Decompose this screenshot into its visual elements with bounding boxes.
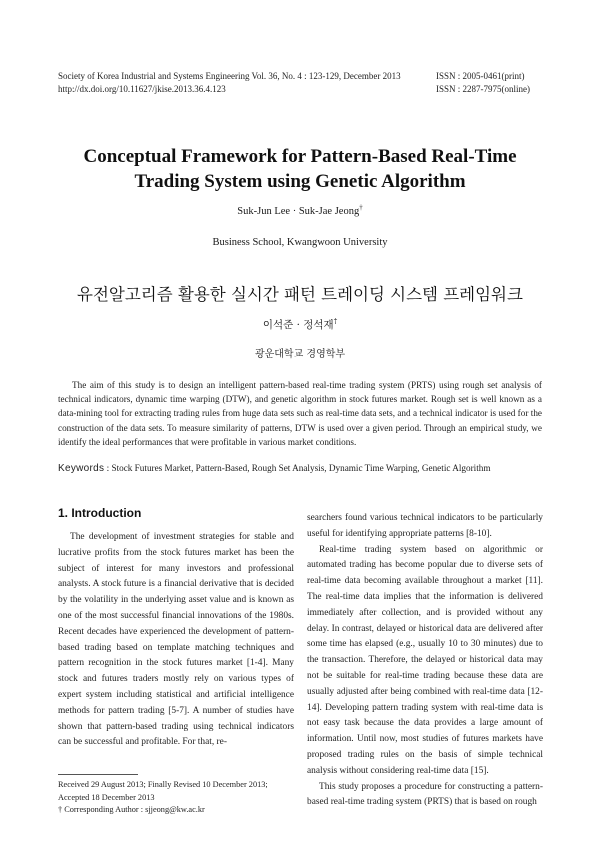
body-column-left — [58, 530, 294, 751]
section-heading: 1. Introduction — [58, 506, 142, 520]
abstract: The aim of this study is to design an intelligent pattern-based real-time trading system (PRTS) using rough set analysis of technical indicators, dynamic time warping (DTW), and genetic algorithm in stock futures market. Rough set is well known as a data-mining tool for extracting trading rules from huge data sets such as real-time data sets, and a technical indicator is used for the construction of the data sets. To measure similarity of patterns, DTW is used over a given period. Through an empirical study, we identify the ideal performances that were profitable in various market conditions. — [58, 380, 542, 447]
issn-online: ISSN : 2287-7975(online) — [436, 84, 530, 94]
corresponding-author — [58, 804, 298, 817]
title-line-1: Conceptual Framework for Pattern-Based Real-Time — [83, 146, 517, 167]
author-list — [0, 203, 600, 217]
paragraph: searchers found various technical indicators to be particularly useful for identifying appropriate patterns [8-10]. — [307, 513, 543, 539]
dagger-mark: † — [58, 805, 63, 814]
doi-link[interactable]: http://dx.doi.org/10.11627/jkise.2013.36.4.123 — [58, 84, 226, 94]
keywords — [58, 462, 548, 475]
journal-citation: Society of Korea Industrial and Systems Engineering Vol. 36, No. 4 : 123-129, December 2013 — [58, 71, 401, 81]
korean-corresponding-mark: † — [333, 317, 338, 326]
corresponding-email: Corresponding Author : sjjeong@kw.ac.kr — [64, 805, 205, 814]
issn-print: ISSN : 2005-0461(print) — [436, 71, 525, 81]
received-date: Received 29 August 2013; Finally Revised 10 December 2013; — [58, 780, 268, 789]
korean-author-names: 이석준 · 정석재 — [262, 319, 334, 331]
keywords-text: : Stock Futures Market, Pattern-Based, Rough Set Analysis, Dynamic Time Warping, Genetic Algorithm — [106, 463, 491, 473]
journal-header — [58, 70, 401, 96]
paragraph: Real-time trading system based on algorithmic or automated trading has become popular due to diverse sets of real-time data becoming available throughout a market [11]. The real-time data implies that the information is delivered immediately after collection, and is provided without any delay. In contrast, delayed or historical data are delivered after some time has elapsed (e.g., usually 10 to 30 minutes) due to the transaction. Therefore, the delayed or historical data may not be suitable for real-time trading because these data are usually adjusted after being combined with real-time data [12-14]. Developing pattern trading system with real-time data is not easy task because the data provides a large amount of information. Until now, most studies of futures markets have proposed trading rules on the basis of simple technical analysis without considering real-time data [15]. — [307, 544, 543, 776]
corresponding-mark: † — [359, 203, 363, 212]
accepted-date: Accepted 18 December 2013 — [58, 792, 155, 802]
body-column-right — [307, 511, 543, 811]
korean-title: 유전알고리즘 활용한 실시간 패턴 트레이딩 시스템 프레임워크 — [77, 285, 523, 304]
paragraph: This study proposes a procedure for constructing a pattern-based real-time trading system (PRTS) that is based on rough — [307, 781, 543, 808]
keywords-label: Keywords — [58, 463, 105, 474]
issn-block — [436, 70, 530, 96]
paper-title — [40, 144, 560, 194]
affiliation: Business School, Kwangwoon University — [212, 237, 388, 248]
title-line-2: Trading System using Genetic Algorithm — [134, 171, 466, 192]
footnote — [58, 779, 298, 817]
korean-author-list — [0, 317, 600, 332]
korean-affiliation: 광운대학교 경영학부 — [254, 349, 346, 360]
paragraph: The development of investment strategies for stable and lucrative profits from the stock futures market has been the subject of interest for many investors and professional analysts. A stock future is a financial derivative that is decided by the volatility in the underlying asset value and is known as one of the most successful financial innovations of the 1980s. Recent decades have experienced the development of pattern-based trading based on template matching techniques and pattern recognition in the stock futures market [1-4]. Many stock and futures traders mostly rely on various types of expert system including statistical and artificial intelligence methods for pattern trading [5-7]. A number of studies have shown that pattern-based trading using technical indicators can be successful and profitable. For that, re- — [58, 532, 294, 748]
footnote-divider — [58, 774, 138, 775]
author-names: Suk-Jun Lee · Suk-Jae Jeong — [237, 206, 360, 217]
